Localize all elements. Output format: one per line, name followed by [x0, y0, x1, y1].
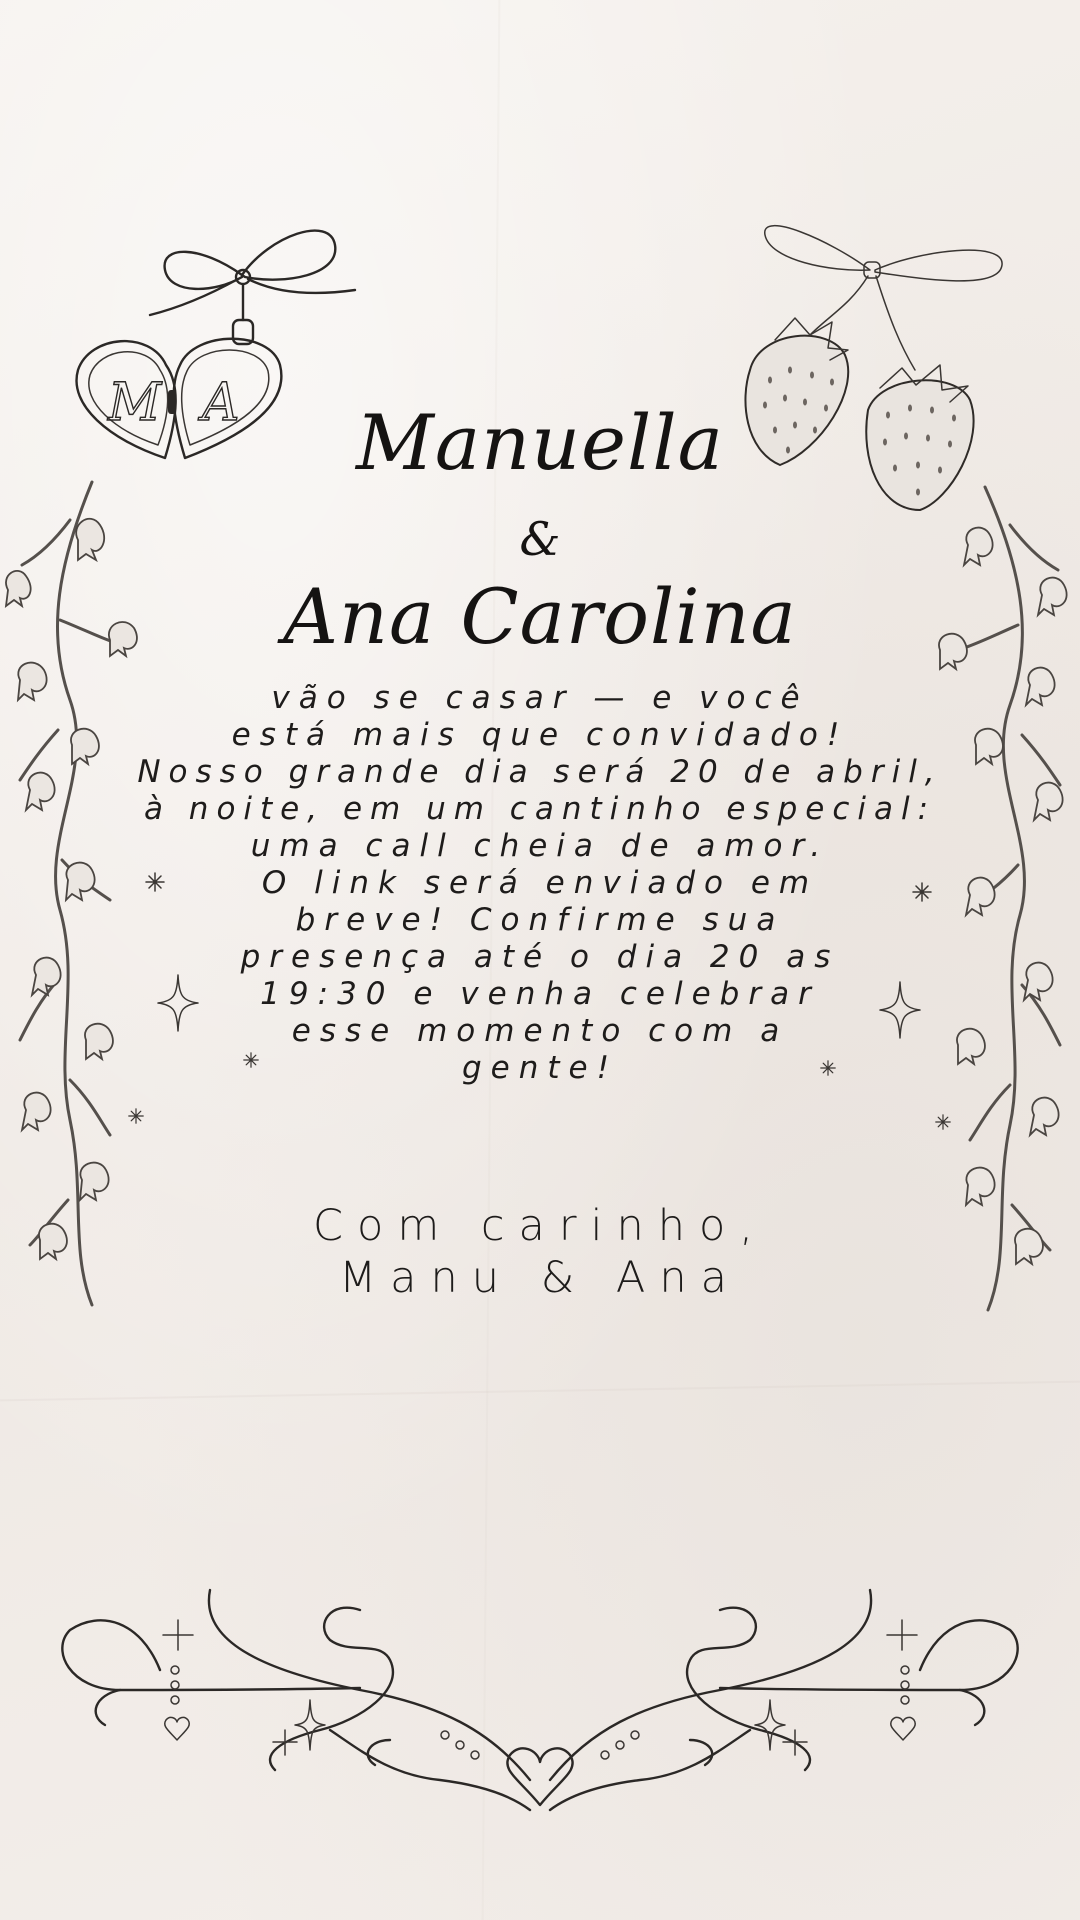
message-line: está mais que convidado! [231, 717, 849, 753]
message-line: uma call cheia de amor. [250, 828, 830, 864]
message-line: breve! Confirme sua [295, 902, 785, 938]
message-line: Nosso grande dia será 20 de abril, [137, 754, 943, 790]
message-line: 19:30 e venha celebrar [260, 976, 820, 1012]
sparkle-icon [935, 1114, 951, 1130]
paper-texture [0, 1381, 1080, 1402]
message-line: presença até o dia 20 as [240, 939, 840, 975]
monogram-m: M [108, 373, 162, 433]
message-line: O link será enviado em [261, 865, 819, 901]
message-line: vão se casar — e você [271, 680, 809, 716]
signature-line: Com carinho, [313, 1201, 767, 1251]
bride-name-two: Ana Carolina [283, 572, 797, 661]
message-line: gente! [461, 1050, 619, 1086]
sparkle-icon [128, 1108, 144, 1124]
ampersand: & [519, 512, 561, 566]
signature-line: Manu & Ana [339, 1253, 741, 1303]
signature [0, 1200, 1080, 1304]
monogram-a: A [202, 373, 240, 433]
message-line: esse momento com a [291, 1013, 789, 1049]
bride-name-one: Manuella [356, 398, 724, 487]
invitation-message [0, 680, 1080, 1087]
message-line: à noite, em um cantinho especial: [143, 791, 937, 827]
flourish-ornament-icon [60, 1580, 1020, 1820]
